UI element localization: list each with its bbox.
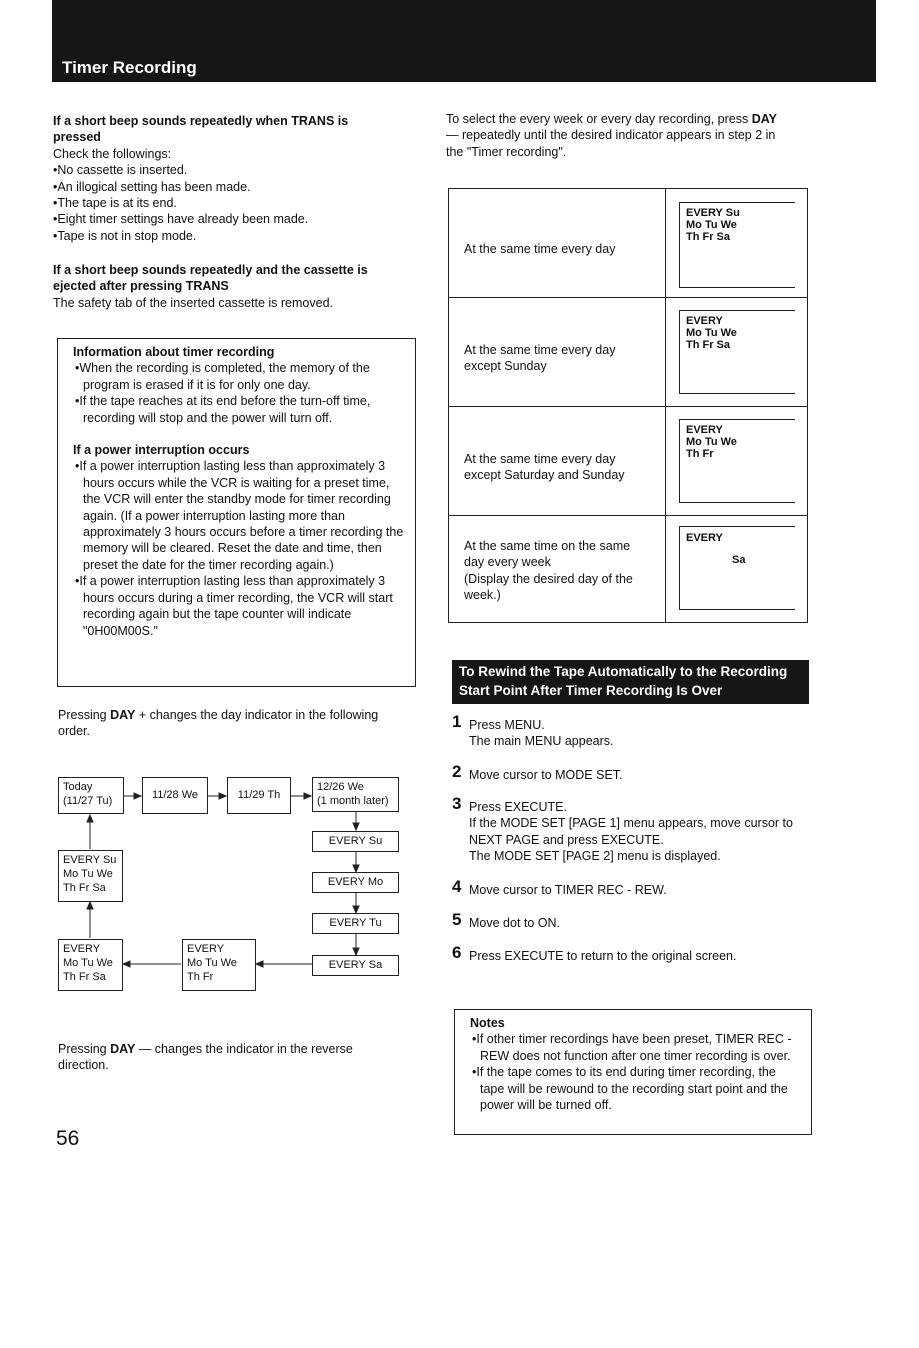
flow-label: EVERY Su [63, 854, 117, 866]
flow-1129 [227, 777, 291, 814]
display-bracket [679, 526, 795, 610]
table-row [448, 297, 666, 407]
display-line: Th Fr [686, 448, 714, 460]
display-line: Mo Tu We [686, 327, 737, 339]
arrowhead [304, 793, 311, 799]
rewind-title-line: Start Point After Timer Recording Is Over [459, 683, 723, 698]
step-number: 1 [452, 712, 462, 731]
flow-label: 11/28 We [151, 789, 199, 801]
day-plus-pre: Pressing [58, 708, 111, 722]
power-heading: If a power interruption occurs [73, 443, 250, 458]
flow-label: 11/29 Th [237, 789, 281, 801]
table-row [448, 515, 666, 623]
flow-label: Th Fr Sa [63, 882, 106, 894]
desc-line: At the same time every day [464, 452, 616, 466]
flow-label: Mo Tu We [63, 868, 113, 880]
arrowhead [87, 902, 93, 909]
page-title: Timer Recording [62, 58, 197, 77]
row-desc [464, 451, 625, 484]
flow-every-mo [312, 872, 399, 893]
arrowhead [256, 961, 263, 967]
step-5 [452, 910, 829, 931]
flow-every-su [312, 831, 399, 852]
note-item: •If other timer recordings have been preset, TIMER REC - REW does not function after one timer recording is over. [472, 1032, 792, 1063]
rewind-title-line: To Rewind the Tape Automatically to the Recording [459, 664, 788, 679]
step-line: Press MENU. [469, 718, 545, 732]
display-cell [665, 188, 808, 298]
display-line: Mo Tu We [686, 219, 737, 231]
flow-today [58, 777, 124, 814]
beep2-text: The safety tab of the inserted cassette is removed. [53, 295, 334, 310]
step-number: 5 [452, 910, 462, 929]
arrowhead [353, 948, 359, 955]
desc-line: except Sunday [464, 359, 547, 374]
step-2 [452, 762, 829, 783]
intro-pre: To select the every week or every day recording, press [446, 112, 752, 126]
notes-heading: Notes [470, 1016, 505, 1030]
rewind-section-title [452, 660, 809, 704]
display-line: Th Fr Sa [686, 339, 731, 351]
display-line [686, 544, 745, 554]
step-line: The main MENU appears. [469, 734, 614, 749]
flow-every-sa [312, 955, 399, 976]
power-item: •If a power interruption lasting less than approximately 3 hours occurs while the VCR is waiting for a preset time, the VCR will enter the standby mode for timer recording again. (If a power interruption lasting more than approximately 3 hours occurs before a timer recording the memory will be cleared. Reset the date and time, then preset the date for the timer recording again.) [75, 459, 404, 572]
flow-1128 [142, 777, 208, 814]
desc-line: At the same time on the same [464, 539, 631, 553]
row-desc [464, 342, 615, 375]
display-bracket [679, 202, 795, 288]
arrowhead [87, 815, 93, 822]
day-key: DAY [110, 1042, 136, 1056]
step-4 [452, 877, 829, 898]
beep1-item: •Tape is not in stop mode. [53, 228, 197, 243]
display-cell [665, 406, 808, 516]
beep1-item: •No cassette is inserted. [53, 163, 188, 178]
flow-label: Mo Tu We [63, 957, 113, 969]
select-intro [446, 111, 791, 160]
flow-label: EVERY Mo [327, 876, 384, 888]
beep1-item: •An illogical setting has been made. [53, 179, 251, 194]
desc-line: week.) [464, 588, 501, 603]
beep1-item: •Eight timer settings have already been made. [53, 212, 309, 227]
display-line: EVERY Su [686, 207, 740, 219]
info-item: •When the recording is completed, the memory of the program is erased if it is for only one day. [75, 361, 370, 392]
display-bracket [679, 419, 795, 503]
display-cell [665, 515, 808, 623]
desc-line: At the same time every day [464, 242, 616, 256]
display-indicator [686, 424, 737, 460]
beep1-item: •The tape is at its end. [53, 196, 177, 211]
day-key: DAY [751, 112, 777, 126]
flow-label: 12/26 We [317, 781, 364, 793]
flow-label: EVERY [187, 943, 225, 955]
flow-1226 [312, 777, 399, 812]
flow-label: (11/27 Tu) [63, 795, 113, 807]
step-line: Press EXECUTE. [469, 800, 567, 814]
flow-label: Th Fr Sa [63, 971, 106, 983]
step-line: If the MODE SET [PAGE 1] menu appears, move cursor to NEXT PAGE and press EXECUTE. [469, 816, 793, 847]
display-line: EVERY [686, 315, 723, 327]
info-item: •If the tape reaches at its end before the turn-off time, recording will stop and the power will turn off. [75, 394, 371, 425]
day-minus-pre: Pressing [58, 1042, 111, 1056]
table-row [448, 406, 666, 516]
flow-every-weekdays [182, 939, 256, 991]
flow-label: (1 month later) [317, 795, 389, 807]
display-line: EVERY [686, 532, 723, 544]
arrowhead [353, 906, 359, 913]
step-line: Move cursor to MODE SET. [469, 768, 623, 782]
desc-line: day every week [464, 555, 551, 570]
step-3 [452, 794, 829, 865]
step-6 [452, 943, 829, 964]
flow-label: Mo Tu We [187, 957, 237, 969]
arrowhead [353, 823, 359, 830]
step-line: Move cursor to TIMER REC - REW. [469, 883, 667, 897]
step-line: Press EXECUTE to return to the original screen. [469, 949, 737, 963]
arrowhead [353, 865, 359, 872]
step-line: Move dot to ON. [469, 916, 561, 930]
flow-every-all [58, 939, 123, 991]
beep1-intro: Check the followings: [53, 146, 172, 161]
flow-label: Th Fr [187, 971, 214, 983]
arrowhead [219, 793, 226, 799]
table-row [448, 188, 666, 298]
display-bracket [679, 310, 795, 394]
intro-post: — repeatedly until the desired indicator appears in step 2 in the "Timer recording". [446, 128, 776, 159]
display-line: Sa [732, 554, 746, 566]
beep2-heading: If a short beep sounds repeatedly and the cassette is ejected after pressing TRANS [53, 263, 368, 294]
row-desc [464, 241, 615, 257]
arrowhead [134, 793, 141, 799]
step-line: The MODE SET [PAGE 2] menu is displayed. [469, 849, 721, 864]
flow-every-su-week [58, 850, 123, 902]
flow-label: EVERY Su [328, 835, 383, 847]
step-1 [452, 712, 829, 750]
day-key: DAY [110, 708, 136, 722]
flow-label: EVERY [63, 943, 101, 955]
flow-label: Today [63, 781, 93, 793]
display-cell [665, 297, 808, 407]
step-number: 2 [452, 762, 462, 781]
desc-line: except Saturday and Sunday [464, 468, 625, 483]
day-plus-post: + changes the day indicator in the following order. [58, 708, 379, 739]
flow-every-tu [312, 913, 399, 934]
display-line: Mo Tu We [686, 436, 737, 448]
page-number: 56 [56, 1127, 80, 1150]
display-indicator [686, 207, 740, 243]
display-indicator [686, 315, 737, 351]
desc-line: (Display the desired day of the [464, 571, 633, 586]
row-desc [464, 538, 633, 604]
arrowhead [123, 961, 130, 967]
flow-label: EVERY Tu [329, 917, 382, 929]
display-line: EVERY [686, 424, 723, 436]
power-item: •If a power interruption lasting less than approximately 3 hours occurs during a timer recording, the VCR will start recording again but the tape counter will indicate "0H00M00S." [75, 574, 393, 638]
display-line: Th Fr Sa [686, 231, 731, 243]
flow-label: EVERY Sa [328, 959, 383, 971]
note-item: •If the tape comes to its end during timer recording, the tape will be rewound to the recording start point and the power will be turned off. [472, 1065, 788, 1113]
info-heading: Information about timer recording [73, 345, 275, 359]
step-number: 4 [452, 877, 462, 896]
day-minus-text [58, 1041, 398, 1074]
display-indicator [686, 532, 745, 566]
day-minus-post: — changes the indicator in the reverse direction. [58, 1042, 353, 1073]
beep1-heading: If a short beep sounds repeatedly when TRANS is pressed [53, 114, 349, 145]
step-number: 3 [452, 794, 462, 813]
notes-content [470, 1015, 800, 1113]
step-number: 6 [452, 943, 462, 962]
desc-line: At the same time every day [464, 343, 616, 357]
